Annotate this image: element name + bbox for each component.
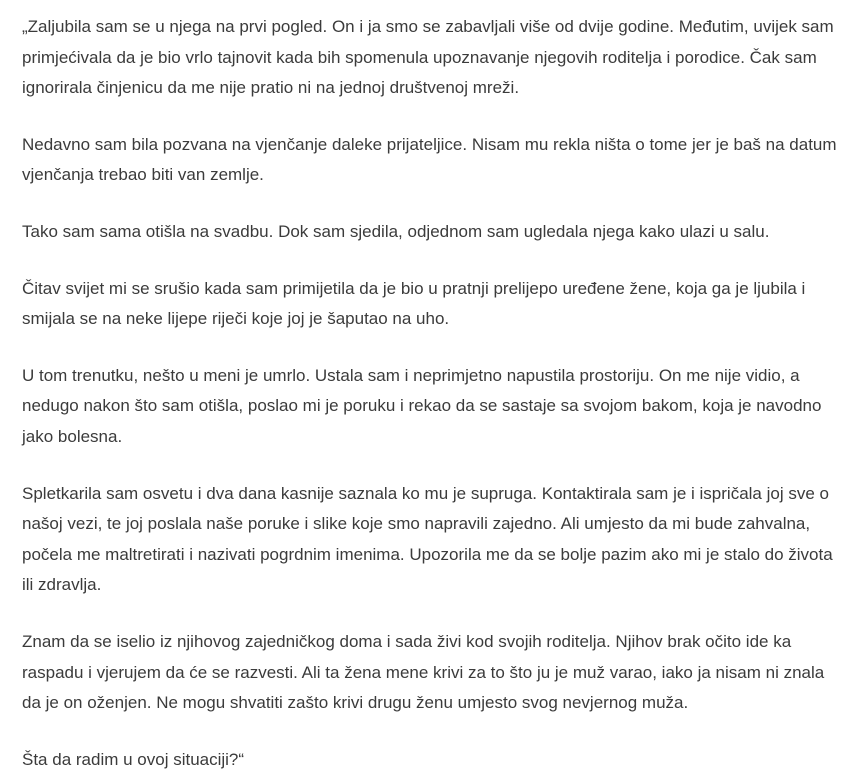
paragraph-2: Nedavno sam bila pozvana na vjenčanje daleke prijateljice. Nisam mu rekla ništa o tome jer je baš na datum vjenčanja trebao biti van zemlje. [22, 134, 837, 185]
paragraph-8: Šta da radim u ovoj situaciji?“ [22, 749, 245, 769]
paragraph-6: Spletkarila sam osvetu i dva dana kasnije saznala ko mu je supruga. Kontaktirala sam je i ispričala joj sve o našoj vezi, te joj poslala naše poruke i slike koje smo napravili zajedno. Ali umjesto da mi bude zahvalna, počela me maltretirati i nazivati pogrdnim imenima. Upozorila me da se bolje pazim ako mi je stalo do života ili zdravlja. [22, 483, 833, 595]
paragraph-5: U tom trenutku, nešto u meni je umrlo. Ustala sam i neprimjetno napustila prostoriju. On me nije vidio, a nedugo nakon što sam otišla, poslao mi je poruku i rekao da se sastaje sa svojom bakom, koja je navodno jako bolesna. [22, 365, 822, 446]
paragraph-7: Znam da se iselio iz njihovog zajedničkog doma i sada živi kod svojih roditelja. Njihov brak očito ide ka raspadu i vjerujem da će se razvesti. Ali ta žena mene krivi za to što ju je muž varao, iako ja nisam ni znala da je on oženjen. Ne mogu shvatiti zašto krivi drugu ženu umjesto svog nevjernog muža. [22, 631, 825, 713]
paragraph-3: Tako sam sama otišla na svadbu. Dok sam sjedila, odjednom sam ugledala njega kako ulazi u salu. [22, 221, 770, 241]
paragraph-1: „Zaljubila sam se u njega na prvi pogled. On i ja smo se zabavljali više od dvije godine. Međutim, uvijek sam primjećivala da je bio vrlo tajnovit kada bih spomenula upoznavanje njegovih roditelja i porodice. Čak sam ignorirala činjenicu da me nije pratio ni na jednoj društvenoj mreži. [22, 17, 834, 98]
paragraph-4: Čitav svijet mi se srušio kada sam primijetila da je bio u pratnji prelijepo uređene žene, koja ga je ljubila i smijala se na neke lijepe riječi koje joj je šaputao na uho. [22, 278, 806, 329]
article-body [22, 12, 844, 775]
